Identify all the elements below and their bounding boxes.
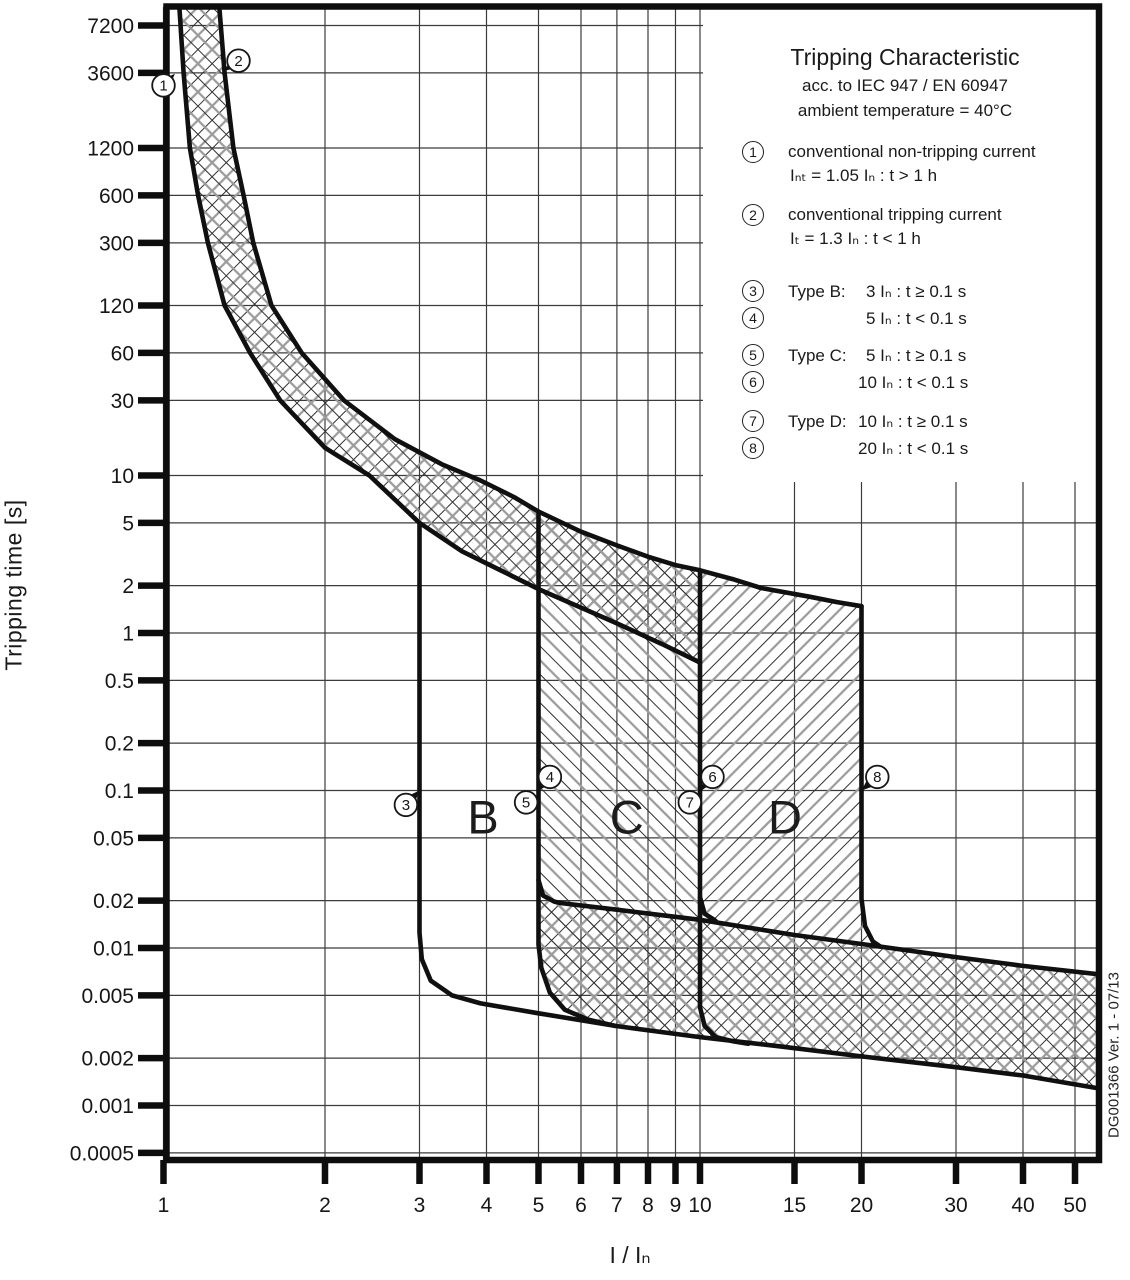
marker-number-8: 8 bbox=[873, 769, 882, 787]
y-tick-label: 5 bbox=[122, 512, 134, 536]
legend-type-threshold-2: 10 Iₙ : t < 0.1 s bbox=[858, 373, 969, 392]
y-tick-label: 30 bbox=[110, 389, 134, 413]
marker-number-5: 5 bbox=[521, 794, 531, 812]
y-tick-label: 60 bbox=[110, 342, 134, 366]
legend-item-label: conventional non-tripping current bbox=[788, 142, 1036, 161]
region-zone-D bbox=[700, 570, 881, 946]
legend-marker-1: 1 bbox=[742, 141, 764, 163]
y-tick-label: 0.005 bbox=[81, 984, 134, 1008]
legend-type-threshold-1: 5 Iₙ : t ≥ 0.1 s bbox=[866, 346, 967, 365]
y-tick-label: 3600 bbox=[87, 62, 134, 86]
legend-marker-4: 4 bbox=[742, 307, 764, 329]
x-tick-label: 40 bbox=[1011, 1194, 1035, 1217]
legend-marker-8: 8 bbox=[742, 437, 764, 459]
legend-type-label: Type D: bbox=[788, 412, 847, 431]
legend-marker-5: 5 bbox=[742, 344, 764, 366]
x-tick-label: 15 bbox=[782, 1194, 807, 1217]
x-tick-label: 50 bbox=[1063, 1194, 1087, 1217]
y-tick-label: 0.02 bbox=[93, 890, 134, 914]
x-tick-label: 3 bbox=[413, 1194, 426, 1217]
legend-title: Tripping Characteristic bbox=[790, 44, 1020, 70]
y-tick-label: 0.5 bbox=[104, 669, 134, 693]
legend-item-formula: Iₙₜ = 1.05 Iₙ : t > 1 h bbox=[790, 166, 938, 185]
x-tick-label: 9 bbox=[669, 1194, 682, 1217]
legend-marker-3: 3 bbox=[742, 280, 764, 302]
zone-label-D: D bbox=[768, 790, 802, 844]
x-tick-label: 30 bbox=[944, 1194, 968, 1217]
y-tick-label: 0.01 bbox=[93, 937, 134, 961]
legend-subtitle-temperature: ambient temperature = 40°C bbox=[797, 101, 1013, 120]
x-axis-title: I / Iₙ bbox=[609, 1242, 651, 1268]
marker-number-2: 2 bbox=[234, 53, 243, 70]
marker-number-1: 1 bbox=[159, 77, 168, 95]
document-code: DG001366 Ver. 1 - 07/13 bbox=[1105, 972, 1123, 1138]
marker-number-4: 4 bbox=[545, 769, 555, 787]
y-tick-label: 300 bbox=[98, 232, 134, 256]
y-tick-label: 10 bbox=[110, 465, 134, 488]
legend-marker-7: 7 bbox=[742, 410, 764, 432]
y-tick-label: 1200 bbox=[87, 137, 134, 161]
legend-marker-2: 2 bbox=[742, 204, 764, 226]
x-tick-label: 6 bbox=[575, 1194, 587, 1217]
legend-type-threshold-2: 5 Iₙ : t < 0.1 s bbox=[866, 309, 967, 328]
y-tick-label: 2 bbox=[122, 575, 134, 599]
legend-type-threshold-1: 3 Iₙ : t ≥ 0.1 s bbox=[866, 282, 967, 301]
y-tick-label: 0.05 bbox=[93, 827, 134, 851]
y-tick-label: 0.1 bbox=[104, 780, 134, 803]
legend-type-label: Type B: bbox=[788, 282, 846, 301]
y-tick-label: 600 bbox=[98, 184, 134, 208]
y-tick-label: 120 bbox=[98, 295, 134, 318]
x-tick-label: 20 bbox=[849, 1194, 874, 1217]
x-tick-label: 8 bbox=[642, 1194, 654, 1217]
legend-subtitle-standard: acc. to IEC 947 / EN 60947 bbox=[801, 76, 1008, 95]
x-tick-label: 4 bbox=[480, 1194, 493, 1217]
legend-type-label: Type C: bbox=[788, 346, 847, 365]
x-tick-label: 1 bbox=[157, 1194, 170, 1217]
y-tick-label: 0.001 bbox=[81, 1095, 134, 1118]
y-tick-label: 0.002 bbox=[81, 1047, 134, 1071]
legend-item-formula: Iₜ = 1.3 Iₙ : t < 1 h bbox=[790, 229, 921, 248]
y-tick-label: 0.0005 bbox=[69, 1142, 134, 1166]
legend-marker-6: 6 bbox=[742, 371, 764, 393]
legend-item-label: conventional tripping current bbox=[788, 205, 1002, 224]
marker-number-7: 7 bbox=[685, 794, 694, 812]
zone-label-C: C bbox=[609, 790, 644, 844]
x-tick-label: 10 bbox=[688, 1194, 712, 1217]
legend-type-threshold-2: 20 Iₙ : t < 0.1 s bbox=[858, 439, 969, 458]
y-tick-label: 1 bbox=[122, 622, 134, 646]
y-tick-label: 7200 bbox=[87, 15, 134, 38]
x-tick-label: 7 bbox=[611, 1194, 623, 1217]
marker-number-6: 6 bbox=[708, 769, 717, 787]
x-tick-label: 2 bbox=[319, 1194, 331, 1217]
x-tick-label: 5 bbox=[532, 1194, 545, 1217]
y-axis-title: Tripping time [s] bbox=[0, 499, 27, 671]
y-tick-label: 0.2 bbox=[104, 732, 134, 756]
marker-number-3: 3 bbox=[401, 797, 411, 815]
zone-label-B: B bbox=[467, 790, 499, 844]
legend-type-threshold-1: 10 Iₙ : t ≥ 0.1 s bbox=[858, 412, 968, 431]
